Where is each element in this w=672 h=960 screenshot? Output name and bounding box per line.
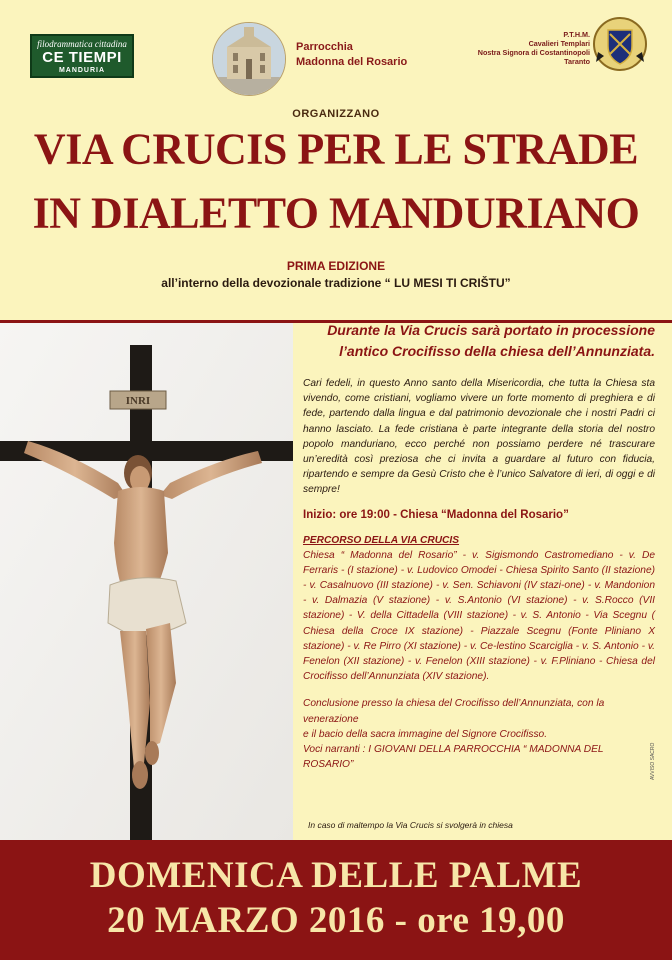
edition-label: PRIMA EDIZIONE — [286, 259, 386, 273]
footer-banner — [0, 840, 672, 960]
weather-note: In caso di maltempo la Via Crucis si svolgerà in chiesa — [308, 820, 513, 830]
templari-line1: P.T.H.M. — [563, 30, 590, 39]
templari-line3: Nostra Signora di Costantinopoli — [477, 48, 590, 57]
lead-line1: Durante la Via Crucis sarà portato in processione — [327, 322, 655, 338]
lead-line2: l’antico Crocifisso della chiesa dell’Annunziata. — [339, 343, 655, 359]
templari-name — [478, 30, 590, 66]
parish-line2: Madonna del Rosario — [296, 56, 408, 68]
ce-tiempi-logo — [30, 34, 134, 78]
organizzano-label: ORGANIZZANO — [292, 108, 380, 120]
start-info: Inizio: ore 19:00 - Chiesa “Madonna del Rosario” — [303, 508, 569, 521]
title-line1: VIA CRUCIS PER LE STRADE — [33, 123, 639, 174]
crucifix-icon — [0, 323, 293, 840]
conclusion-line3: Voci narranti : I GIOVANI DELLA PARROCCHIA “ MADONNA DEL ROSARIO” — [303, 744, 604, 771]
inri-sign: INRI — [125, 395, 151, 407]
route-title: PERCORSO DELLA VIA CRUCIS — [303, 534, 460, 546]
description-column — [303, 320, 655, 772]
conclusion-line1: Conclusione presso la chiesa del Crocifisso dell’Annunziata, con la venerazione — [303, 698, 605, 725]
church-icon — [213, 23, 285, 95]
logo-subtitle: filodrammatica cittadina — [37, 39, 127, 49]
conclusion-text — [303, 696, 655, 772]
parish-name — [296, 40, 407, 70]
footer-date-title: DOMENICA DELLE PALME — [89, 855, 583, 896]
parish-line1: Parrocchia — [296, 41, 353, 53]
body-paragraph: Cari fedeli, in questo Anno santo della Misericordia, che tutta la Chiesa sta vivendo, come cristiani, vogliamo vivere un forte momento di preghiera e di fede, partendo dalla lingua e dal patrimonio devozionale che i nostri Padri ci hanno lasciato. La fede cristiana è parte integrante della storia del nostro popolo manduriano, ecco perché non possiamo perdere né trascurare un’eredità così preziosa che ci invita a guardare al futuro con fiducia, ripartendo e sempre da Gesù Cristo che è l’unico Salvatore di ieri, di oggi e di sempre! — [303, 378, 655, 496]
logo-city: MANDURIA — [58, 67, 106, 74]
templari-line4: Taranto — [564, 57, 590, 66]
avviso-sacro-label: AVVISO SACRO — [650, 742, 656, 780]
footer-date-time: 20 MARZO 2016 - ore 19,00 — [107, 900, 565, 941]
church-photo — [212, 22, 286, 96]
tradition-label: all’interno della devozionale tradizione “ LU MESI TI CRIŠTU” — [161, 276, 511, 290]
logo-name: CE TIEMPI — [42, 49, 122, 66]
conclusion-line2: e il bacio della sacra immagine del Signore Crocifisso. — [303, 728, 548, 740]
lead-text — [303, 320, 655, 362]
title-line2: IN DIALETTO MANDURIANO — [32, 187, 640, 238]
templari-crest-icon — [592, 16, 648, 72]
route-text: Chiesa “ Madonna del Rosario” - v. Sigismondo Castromediano - v. De Ferraris - (I stazione) - v. Ludovico Omodei - Chiesa Spirito Santo (II stazione) - v. Casalnuovo (III stazione) - v. Sen. Schiavoni (IV stazi-one) - v. Mandonion - v. Dalmazia (V stazione) - v. S.Antonio (VI stazione) - v. S.Rocco (VII stazione) - V. della Cittadella (VIII stazione) - v. S. Antonio - Via Scegnu ( Chiesa della Croce IX stazione) - Piazzale Scegnu (Fonte Pliniano X stazione) - v. Re Pirro (XI stazione) - v. Ce-lestino Scarciglia - v. S. Antonio - v. Fenelon (XII stazione) - v. Fenelon (XIII stazione) - v. F.Pliniano - Chiesa del Crocifisso dell’Annunziata (XIV stazione). — [303, 549, 655, 683]
crucifix-photo — [0, 323, 293, 840]
templari-line2: Cavalieri Templari — [528, 39, 590, 48]
